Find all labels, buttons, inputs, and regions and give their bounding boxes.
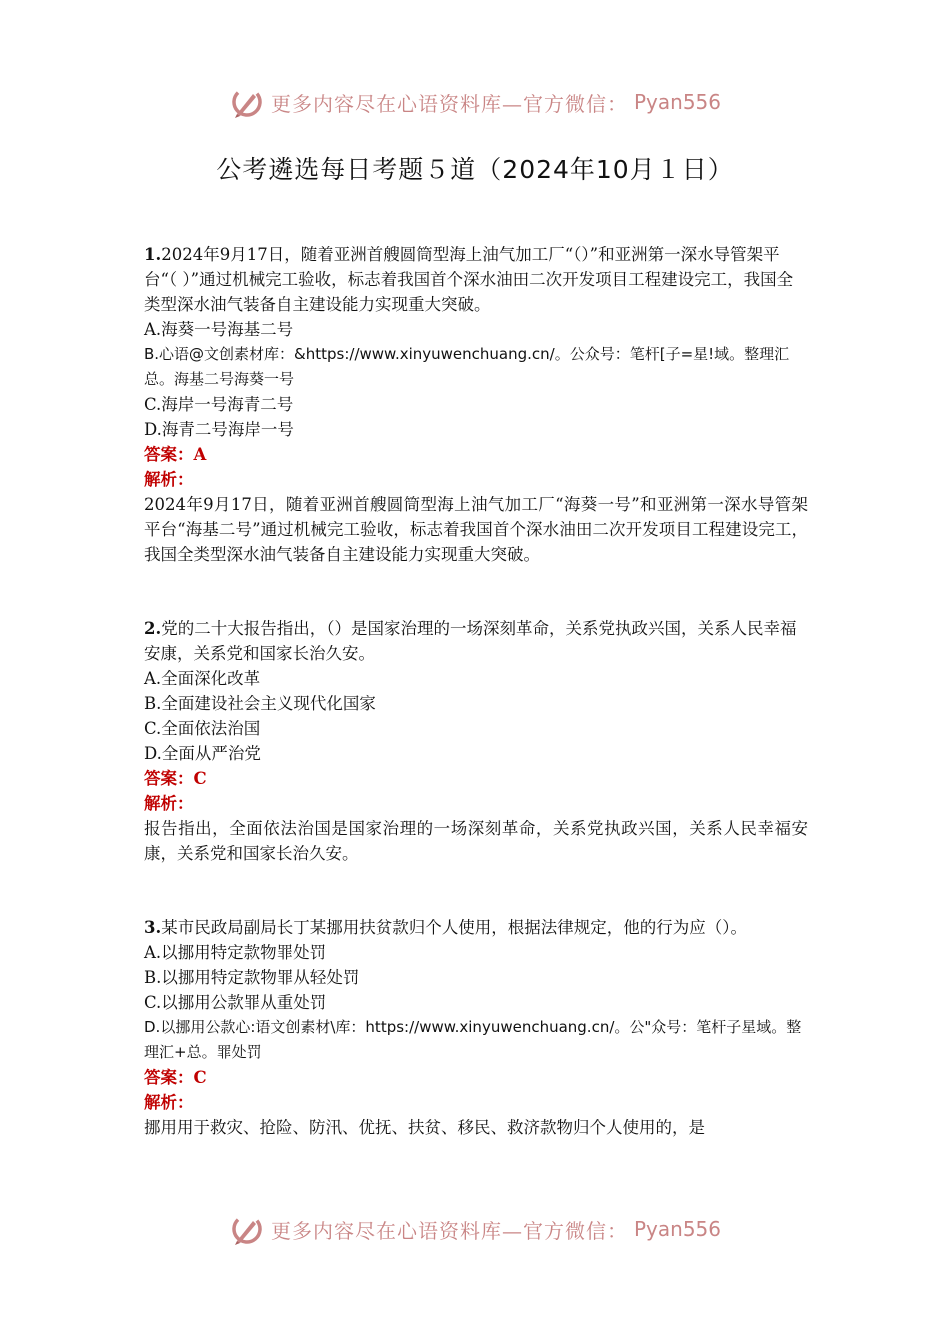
brand-wechat-handle: Pyan556 [633,1217,721,1241]
analysis-label: 解析： [144,470,194,489]
question-number: 3. [144,918,162,937]
question-text: 党的二十大报告指出，（）是国家治理的一场深刻革命，关系党执政兴国，关系人民幸福安康，关系党和国家长治久安。 [144,619,797,663]
option-b: B.心语@文创素材库：&https://www.xinyuwenchuang.cn/。公众号：笔杆[子=星!域。整理汇总。海基二号海葵一号 [144,345,790,388]
question-stem [144,915,808,940]
analysis-text: 报告指出，全面依法治国是国家治理的一场深刻革命，关系党执政兴国，关系人民幸福安康，关系党和国家长治久安。 [144,819,808,863]
brush-pen-logo-icon [229,1211,265,1247]
answer: 答案：C [144,769,207,788]
question-1 [144,242,808,567]
question-list [144,242,808,1140]
option-b: B.全面建设社会主义现代化国家 [144,694,376,713]
brush-pen-logo-icon [229,84,265,120]
option-a: A.以挪用特定款物罪处罚 [144,943,327,962]
question-text: 某市民政局副局长丁某挪用扶贫款归个人使用，根据法律规定，他的行为应（）。 [161,918,747,937]
question-text: 2024年9月17日，随着亚洲首艘圆筒型海上油气加工厂“（）”和亚洲第一深水导管架平台“（ ）”通过机械完工验收，标志着我国首个深水油田二次开发项目工程建设完工，我国全类型深水油气装备自主建设能力实现重大突破。 [144,245,794,314]
answer: 答案：A [144,445,207,464]
brand-text: 更多内容尽在心语资料库—官方微信： [270,91,628,116]
question-number: 1. [144,245,162,264]
analysis-text: 挪用用于救灾、抢险、防汛、优抚、扶贫、移民、救济款物归个人使用的，是 [144,1118,705,1137]
brand-banner-bottom [0,1209,950,1249]
option-b: B.以挪用特定款物罪从轻处罚 [144,968,360,987]
brand-banner-top [0,82,950,122]
option-d: D.全面从严治党 [144,744,261,763]
analysis-text: 2024年9月17日，随着亚洲首艘圆筒型海上油气加工厂“海葵一号”和亚洲第一深水导管架平台“海基二号”通过机械完工验收，标志着我国首个深水油田二次开发项目工程建设完工，我国全类型深水油气装备自主建设能力实现重大突破。 [144,495,808,564]
question-2 [144,616,808,866]
brand-text: 更多内容尽在心语资料库—官方微信： [270,1218,628,1243]
question-number: 2. [144,619,162,638]
question-stem [144,616,808,666]
analysis-label: 解析： [144,794,194,813]
answer: 答案：C [144,1068,207,1087]
option-a: A.海葵一号海基二号 [144,320,294,339]
option-d: D.海青二号海岸一号 [144,420,294,439]
option-d: D.以挪用公款心:语文创素材\库：https://www.xinyuwenchuang.cn/。公"众号：笔杆子星域。整理汇+总。罪处罚 [144,1018,802,1061]
question-3 [144,915,808,1140]
analysis-label: 解析： [144,1093,194,1112]
option-c: C.海岸一号海青二号 [144,395,294,414]
option-a: A.全面深化改革 [144,669,261,688]
question-stem [144,242,808,317]
option-c: C.全面依法治国 [144,719,261,738]
brand-wechat-handle: Pyan556 [633,90,721,114]
page-title: 公考遴选每日考题５道（2024年10月１日） [216,155,734,184]
option-c: C.以挪用公款罪从重处罚 [144,993,327,1012]
